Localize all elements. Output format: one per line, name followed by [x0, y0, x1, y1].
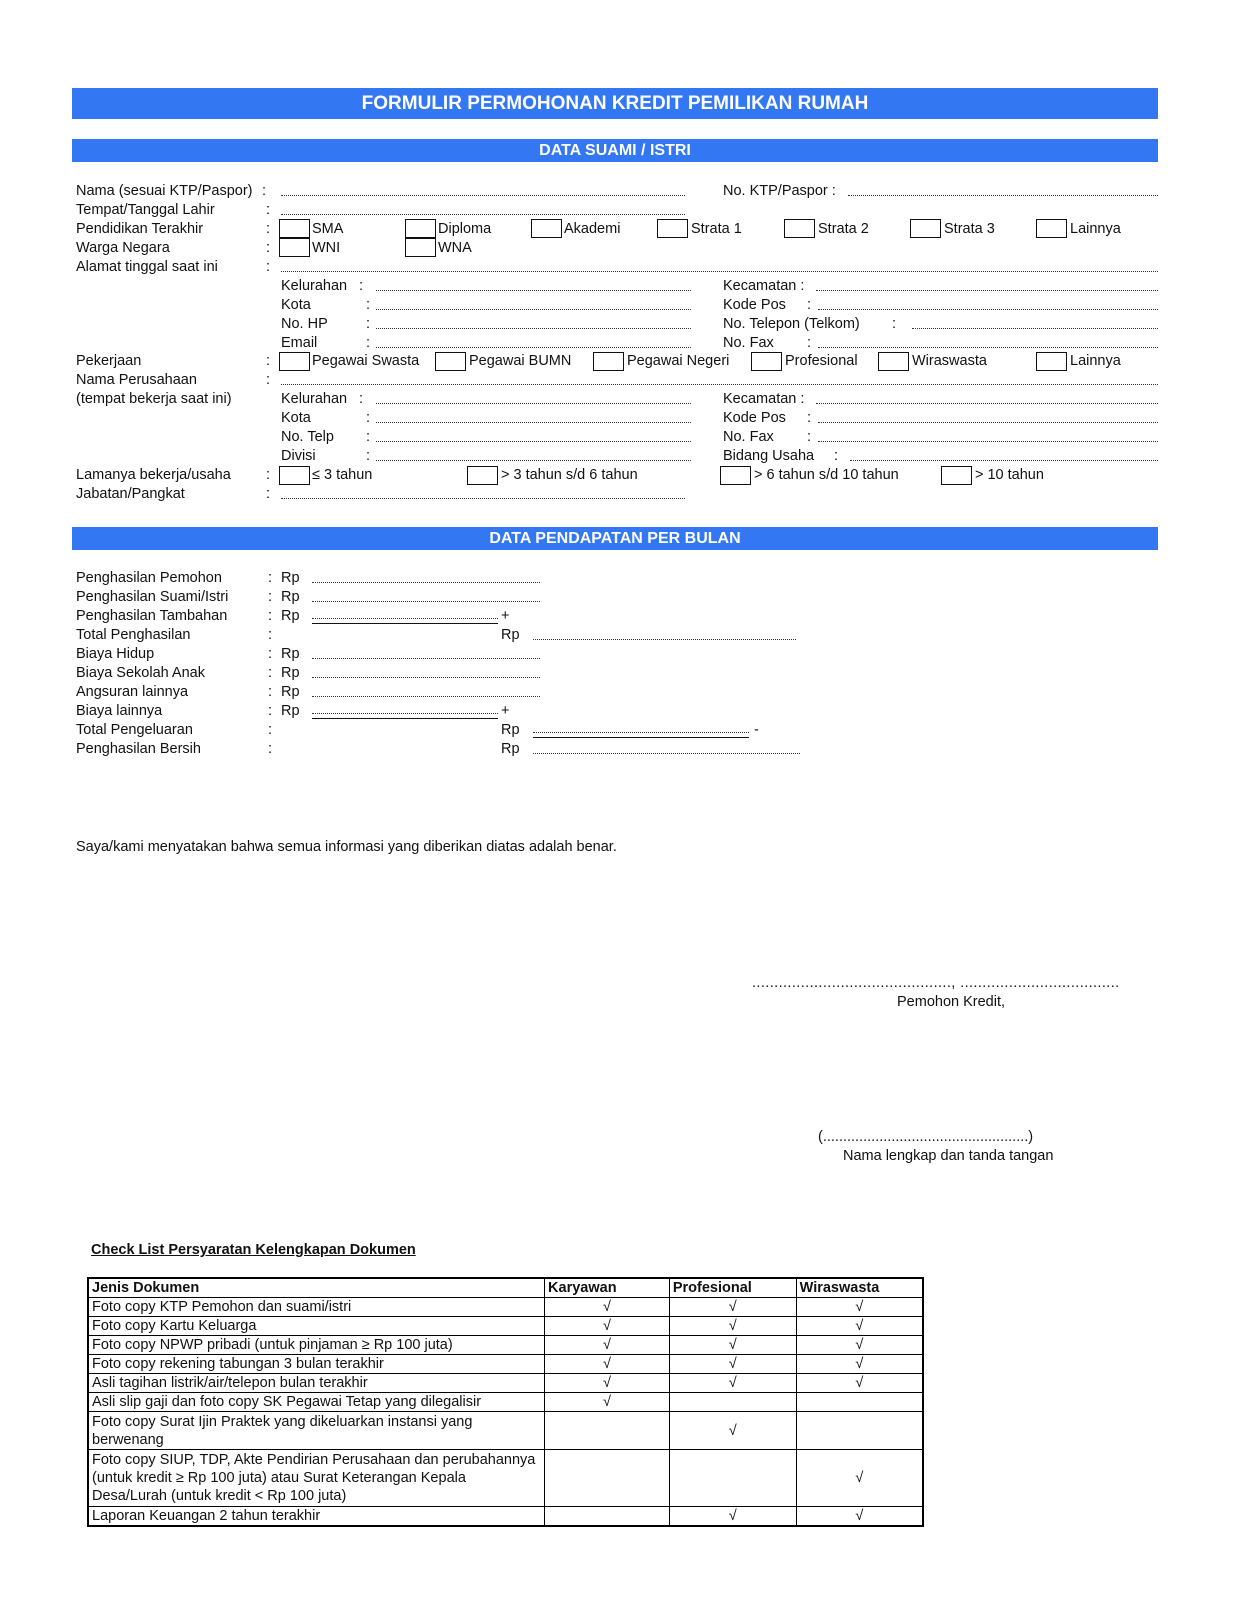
- check-mark-cell: √: [669, 1355, 796, 1374]
- check-mark-cell: [545, 1450, 670, 1507]
- colon: :: [807, 335, 812, 351]
- label-jabatan: Jabatan/Pangkat: [76, 486, 185, 502]
- check-mark-cell: √: [669, 1507, 796, 1527]
- doc-cell: Foto copy Kartu Keluarga: [88, 1317, 545, 1336]
- label-biaya-hidup: Biaya Hidup: [76, 646, 155, 662]
- option-label: Lainnya: [1070, 353, 1121, 369]
- doc-cell: Foto copy Surat Ijin Praktek yang dikeluarkan instansi yang berwenang: [88, 1412, 545, 1450]
- currency: Rp: [501, 741, 520, 757]
- field-no-fax-kantor[interactable]: [818, 441, 1158, 442]
- field-kota[interactable]: [376, 309, 691, 310]
- option-label: Strata 2: [818, 221, 869, 237]
- checklist-table: [87, 1277, 924, 1527]
- sum-underline: [533, 737, 749, 738]
- option-label: Lainnya: [1070, 221, 1121, 237]
- column-header-jenis-dokumen: Jenis Dokumen: [88, 1278, 545, 1298]
- colon: :: [266, 353, 271, 369]
- label-kelurahan-kantor: Kelurahan: [281, 391, 348, 407]
- field-kelurahan[interactable]: [376, 290, 691, 291]
- form-title: FORMULIR PERMOHONAN KREDIT PEMILIKAN RUMAH: [72, 88, 1158, 119]
- label-lamanya-bekerja: Lamanya bekerja/usaha: [76, 467, 231, 483]
- colon: :: [807, 297, 812, 313]
- checkbox-pekerjaan-lainnya[interactable]: [1036, 352, 1067, 371]
- label-no-ktp: No. KTP/Paspor :: [723, 183, 836, 199]
- table-row: [88, 1507, 923, 1527]
- label-total-penghasilan: Total Penghasilan: [76, 627, 191, 643]
- colon: :: [266, 486, 271, 502]
- signature-caption: Nama lengkap dan tanda tangan: [843, 1148, 1054, 1164]
- option-label: WNA: [438, 240, 472, 256]
- field-biaya-lainnya[interactable]: [312, 713, 498, 714]
- checkbox-pekerjaan-pegawai-swasta[interactable]: [279, 352, 310, 371]
- option-label: Pegawai Swasta: [312, 353, 420, 369]
- field-kode-pos-kantor[interactable]: [818, 422, 1158, 423]
- field-nama-perusahaan[interactable]: [281, 384, 1158, 385]
- currency: Rp: [281, 589, 300, 605]
- field-no-hp[interactable]: [376, 328, 691, 329]
- colon: :: [266, 240, 271, 256]
- field-angsuran-lainnya[interactable]: [312, 696, 540, 697]
- label-divisi: Divisi: [281, 448, 316, 464]
- table-row: [88, 1298, 923, 1317]
- field-kecamatan-kantor[interactable]: [816, 403, 1158, 404]
- field-total-penghasilan[interactable]: [533, 639, 796, 640]
- sum-underline: [312, 623, 498, 624]
- check-mark-cell: [796, 1393, 923, 1412]
- option-label: Strata 3: [944, 221, 995, 237]
- option-label: ≤ 3 tahun: [312, 467, 373, 483]
- doc-cell: Foto copy KTP Pemohon dan suami/istri: [88, 1298, 545, 1317]
- label-no-telp-kantor: No. Telp: [281, 429, 334, 445]
- option-label: Strata 1: [691, 221, 742, 237]
- label-penghasilan-pemohon: Penghasilan Pemohon: [76, 570, 222, 586]
- colon: :: [268, 570, 273, 586]
- field-no-fax[interactable]: [818, 347, 1158, 348]
- currency: Rp: [281, 646, 300, 662]
- label-alamat: Alamat tinggal saat ini: [76, 259, 218, 275]
- sum-underline: [312, 718, 498, 719]
- field-nama[interactable]: [281, 195, 685, 196]
- checkbox-lamanya-2[interactable]: [467, 466, 498, 485]
- check-mark-cell: √: [669, 1374, 796, 1393]
- currency: Rp: [501, 722, 520, 738]
- doc-cell: Asli slip gaji dan foto copy SK Pegawai Tetap yang dilegalisir: [88, 1393, 545, 1412]
- colon: :: [834, 448, 839, 464]
- table-row: [88, 1317, 923, 1336]
- signature-applicant-label: Pemohon Kredit,: [897, 994, 1006, 1010]
- colon: :: [266, 259, 271, 275]
- label-bidang-usaha: Bidang Usaha: [723, 448, 815, 464]
- checkbox-lamanya-3[interactable]: [720, 466, 751, 485]
- field-kecamatan[interactable]: [816, 290, 1158, 291]
- option-label: > 10 tahun: [975, 467, 1044, 483]
- colon: :: [266, 467, 271, 483]
- currency: Rp: [281, 703, 300, 719]
- check-mark-cell: √: [796, 1355, 923, 1374]
- plus-sign: +: [501, 608, 510, 624]
- column-header-karyawan: Karyawan: [545, 1278, 670, 1298]
- table-row: [88, 1393, 923, 1412]
- check-mark-cell: [669, 1393, 796, 1412]
- checkbox-pendidikan-sma[interactable]: [279, 219, 310, 238]
- checklist-title: Check List Persyaratan Kelengkapan Dokumen: [91, 1242, 416, 1258]
- column-header-wiraswasta: Wiraswasta: [796, 1278, 923, 1298]
- doc-cell: Foto copy NPWP pribadi (untuk pinjaman ≥ Rp 100 juta): [88, 1336, 545, 1355]
- option-label: > 6 tahun s/d 10 tahun: [754, 467, 899, 483]
- label-tempat-bekerja: (tempat bekerja saat ini): [76, 391, 232, 407]
- check-mark-cell: √: [545, 1355, 670, 1374]
- option-label: SMA: [312, 221, 344, 237]
- label-no-fax-kantor: No. Fax: [723, 429, 774, 445]
- checkbox-pendidikan-diploma[interactable]: [405, 219, 436, 238]
- field-ttl[interactable]: [281, 214, 685, 215]
- option-label: Diploma: [438, 221, 492, 237]
- checkbox-wni[interactable]: [279, 238, 310, 257]
- colon: :: [266, 202, 271, 218]
- currency: Rp: [281, 665, 300, 681]
- field-bidang-usaha[interactable]: [850, 460, 1158, 461]
- label-pekerjaan: Pekerjaan: [76, 353, 142, 369]
- colon: :: [262, 183, 267, 199]
- label-kota-kantor: Kota: [281, 410, 311, 426]
- colon: :: [366, 429, 371, 445]
- check-mark-cell: [545, 1507, 670, 1527]
- check-mark-cell: √: [796, 1336, 923, 1355]
- colon: :: [268, 646, 273, 662]
- colon: :: [268, 703, 273, 719]
- colon: :: [366, 335, 371, 351]
- label-kelurahan: Kelurahan: [281, 278, 348, 294]
- colon: :: [268, 589, 273, 605]
- label-kecamatan: Kecamatan :: [723, 278, 805, 294]
- check-mark-cell: [545, 1412, 670, 1450]
- option-label: WNI: [312, 240, 341, 256]
- label-warga-negara: Warga Negara: [76, 240, 170, 256]
- check-mark-cell: √: [796, 1450, 923, 1507]
- column-header-profesional: Profesional: [669, 1278, 796, 1298]
- colon: :: [366, 316, 371, 332]
- field-penghasilan-pemohon[interactable]: [312, 582, 540, 583]
- field-no-ktp[interactable]: [848, 195, 1158, 196]
- option-label: Pegawai Negeri: [627, 353, 730, 369]
- option-label: Profesional: [785, 353, 858, 369]
- signature-name-line[interactable]: (...................................................): [818, 1129, 1034, 1145]
- label-biaya-lainnya: Biaya lainnya: [76, 703, 163, 719]
- label-total-pengeluaran: Total Pengeluaran: [76, 722, 193, 738]
- label-biaya-sekolah-anak: Biaya Sekolah Anak: [76, 665, 205, 681]
- check-mark-cell: √: [796, 1298, 923, 1317]
- colon: :: [266, 372, 271, 388]
- colon: :: [359, 278, 364, 294]
- label-kecamatan-kantor: Kecamatan :: [723, 391, 805, 407]
- check-mark-cell: √: [669, 1336, 796, 1355]
- doc-cell: Laporan Keuangan 2 tahun terakhir: [88, 1507, 545, 1527]
- colon: :: [366, 297, 371, 313]
- field-no-telepon-telkom[interactable]: [912, 328, 1158, 329]
- colon: :: [268, 608, 273, 624]
- doc-cell: Foto copy rekening tabungan 3 bulan terakhir: [88, 1355, 545, 1374]
- check-mark-cell: √: [545, 1374, 670, 1393]
- colon: :: [268, 741, 273, 757]
- checkbox-pendidikan-akademi[interactable]: [531, 219, 562, 238]
- field-divisi[interactable]: [376, 460, 691, 461]
- checkbox-pendidikan-lainnya[interactable]: [1036, 219, 1067, 238]
- option-label: Wiraswasta: [912, 353, 987, 369]
- option-label: Pegawai BUMN: [469, 353, 572, 369]
- label-ttl: Tempat/Tanggal Lahir: [76, 202, 215, 218]
- check-mark-cell: [796, 1412, 923, 1450]
- check-mark-cell: √: [545, 1393, 670, 1412]
- colon: :: [268, 627, 273, 643]
- doc-cell: Asli tagihan listrik/air/telepon bulan terakhir: [88, 1374, 545, 1393]
- section-title-data-pendapatan: DATA PENDAPATAN PER BULAN: [72, 527, 1158, 550]
- check-mark-cell: √: [796, 1317, 923, 1336]
- currency: Rp: [281, 608, 300, 624]
- field-penghasilan-suami-istri[interactable]: [312, 601, 540, 602]
- label-penghasilan-tambahan: Penghasilan Tambahan: [76, 608, 228, 624]
- signature-place-date[interactable]: ............................................., ....................................: [752, 975, 1120, 991]
- field-no-telp-kantor[interactable]: [376, 441, 691, 442]
- label-no-fax: No. Fax: [723, 335, 774, 351]
- label-nama-perusahaan: Nama Perusahaan: [76, 372, 197, 388]
- checkbox-pekerjaan-wiraswasta[interactable]: [878, 352, 909, 371]
- field-biaya-hidup[interactable]: [312, 658, 540, 659]
- field-penghasilan-tambahan[interactable]: [312, 618, 498, 619]
- label-penghasilan-bersih: Penghasilan Bersih: [76, 741, 201, 757]
- colon: :: [359, 391, 364, 407]
- option-label: Akademi: [564, 221, 621, 237]
- field-kode-pos[interactable]: [818, 309, 1158, 310]
- label-kode-pos: Kode Pos: [723, 297, 786, 313]
- section-title-data-suami-istri: DATA SUAMI / ISTRI: [72, 139, 1158, 162]
- label-pendidikan: Pendidikan Terakhir: [76, 221, 204, 237]
- field-biaya-sekolah-anak[interactable]: [312, 677, 540, 678]
- label-kode-pos-kantor: Kode Pos: [723, 410, 786, 426]
- check-mark-cell: √: [545, 1317, 670, 1336]
- table-row: [88, 1412, 923, 1450]
- currency: Rp: [281, 684, 300, 700]
- label-no-hp: No. HP: [281, 316, 328, 332]
- field-jabatan[interactable]: [281, 498, 685, 499]
- colon: :: [266, 221, 271, 237]
- check-mark-cell: √: [796, 1374, 923, 1393]
- field-kelurahan-kantor[interactable]: [376, 403, 691, 404]
- field-total-pengeluaran[interactable]: [533, 732, 749, 733]
- table-row: [88, 1336, 923, 1355]
- table-row: [88, 1450, 923, 1507]
- colon: :: [892, 316, 897, 332]
- colon: :: [268, 684, 273, 700]
- plus-sign: +: [501, 703, 510, 719]
- currency: Rp: [501, 627, 520, 643]
- label-email: Email: [281, 335, 318, 351]
- label-penghasilan-suami-istri: Penghasilan Suami/Istri: [76, 589, 229, 605]
- declaration-text: Saya/kami menyatakan bahwa semua informasi yang diberikan diatas adalah benar.: [76, 839, 617, 855]
- label-angsuran-lainnya: Angsuran lainnya: [76, 684, 189, 700]
- checkbox-pekerjaan-profesional[interactable]: [751, 352, 782, 371]
- field-alamat[interactable]: [281, 271, 1158, 272]
- colon: :: [366, 410, 371, 426]
- colon: :: [807, 410, 812, 426]
- checkbox-wna[interactable]: [405, 238, 436, 257]
- checkbox-lamanya-1[interactable]: [279, 466, 310, 485]
- option-label: > 3 tahun s/d 6 tahun: [501, 467, 638, 483]
- check-mark-cell: √: [545, 1336, 670, 1355]
- check-mark-cell: √: [669, 1298, 796, 1317]
- check-mark-cell: √: [796, 1507, 923, 1527]
- check-mark-cell: √: [669, 1412, 796, 1450]
- label-nama: Nama (sesuai KTP/Paspor): [76, 183, 253, 199]
- colon: :: [268, 665, 273, 681]
- doc-cell: Foto copy SIUP, TDP, Akte Pendirian Perusahaan dan perubahannya (untuk kredit ≥ Rp 100 juta) atau Surat Keterangan Kepala Desa/Lurah (untuk kredit < Rp 100 juta): [88, 1450, 545, 1507]
- field-penghasilan-bersih[interactable]: [533, 753, 800, 754]
- table-header-row: [88, 1278, 923, 1298]
- label-kota: Kota: [281, 297, 311, 313]
- currency: Rp: [281, 570, 300, 586]
- checkbox-pendidikan-strata3[interactable]: [910, 219, 941, 238]
- checkbox-lamanya-4[interactable]: [941, 466, 972, 485]
- check-mark-cell: [669, 1450, 796, 1507]
- checkbox-pendidikan-strata1[interactable]: [657, 219, 688, 238]
- label-no-telepon-telkom: No. Telepon (Telkom): [723, 316, 860, 332]
- colon: :: [366, 448, 371, 464]
- check-mark-cell: √: [545, 1298, 670, 1317]
- field-email[interactable]: [376, 347, 691, 348]
- table-row: [88, 1374, 923, 1393]
- minus-sign: -: [754, 722, 759, 738]
- checkbox-pekerjaan-pegawai-negeri[interactable]: [593, 352, 624, 371]
- colon: :: [268, 722, 273, 738]
- colon: :: [807, 429, 812, 445]
- checkbox-pendidikan-strata2[interactable]: [784, 219, 815, 238]
- check-mark-cell: √: [669, 1317, 796, 1336]
- field-kota-kantor[interactable]: [376, 422, 691, 423]
- checkbox-pekerjaan-pegawai-bumn[interactable]: [435, 352, 466, 371]
- table-row: [88, 1355, 923, 1374]
